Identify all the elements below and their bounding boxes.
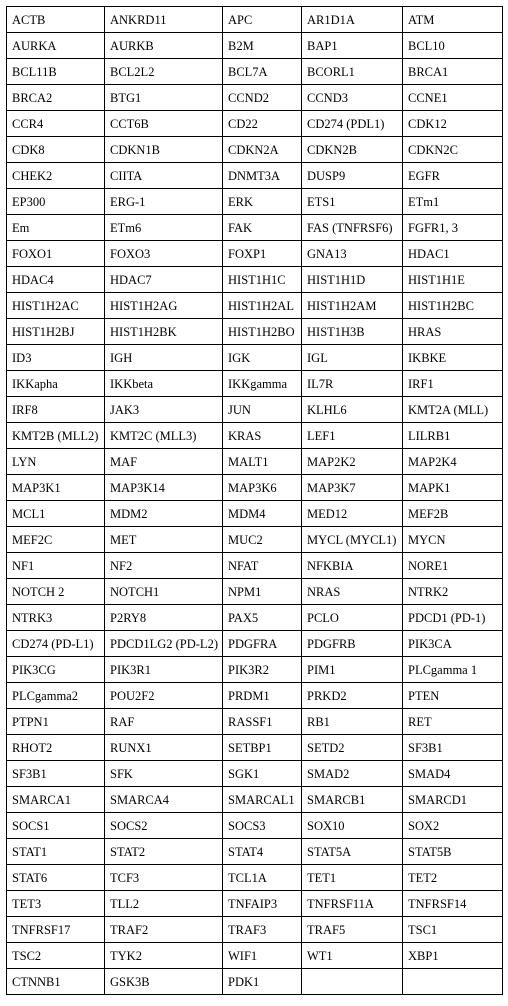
gene-cell: HIST1H1E — [403, 267, 503, 293]
gene-cell: PDGFRB — [302, 631, 403, 657]
table-row — [7, 267, 503, 293]
gene-cell: MAP2K2 — [302, 449, 403, 475]
gene-cell: PTEN — [403, 683, 503, 709]
gene-cell: SETBP1 — [223, 735, 302, 761]
table-row — [7, 891, 503, 917]
gene-cell: SMARCAL1 — [223, 787, 302, 813]
gene-cell: HIST1H3B — [302, 319, 403, 345]
gene-cell: KLHL6 — [302, 397, 403, 423]
gene-cell: TET3 — [7, 891, 105, 917]
gene-cell: TCF3 — [105, 865, 223, 891]
table-row — [7, 319, 503, 345]
table-row — [7, 7, 503, 33]
gene-cell: PDGFRA — [223, 631, 302, 657]
gene-cell: BTG1 — [105, 85, 223, 111]
gene-table-body — [7, 7, 503, 995]
gene-cell: MEF2B — [403, 501, 503, 527]
gene-cell: PIK3CG — [7, 657, 105, 683]
table-row — [7, 59, 503, 85]
table-row — [7, 397, 503, 423]
gene-cell: SOX10 — [302, 813, 403, 839]
gene-cell: NOTCH 2 — [7, 579, 105, 605]
table-row — [7, 33, 503, 59]
gene-cell: CCND2 — [223, 85, 302, 111]
table-row — [7, 917, 503, 943]
gene-cell: ERG-1 — [105, 189, 223, 215]
gene-cell: TNFAIP3 — [223, 891, 302, 917]
gene-cell: HIST1H2BJ — [7, 319, 105, 345]
gene-cell: IKBKE — [403, 345, 503, 371]
gene-cell: FGFR1, 3 — [403, 215, 503, 241]
gene-cell: CHEK2 — [7, 163, 105, 189]
gene-cell: PIM1 — [302, 657, 403, 683]
gene-cell: CIITA — [105, 163, 223, 189]
gene-cell: MAP2K4 — [403, 449, 503, 475]
gene-cell: TNFRSF17 — [7, 917, 105, 943]
gene-cell: ANKRD11 — [105, 7, 223, 33]
gene-cell: B2M — [223, 33, 302, 59]
table-row — [7, 865, 503, 891]
gene-cell: NORE1 — [403, 553, 503, 579]
gene-cell: MYCN — [403, 527, 503, 553]
gene-cell: FOXO3 — [105, 241, 223, 267]
gene-cell: AR1D1A — [302, 7, 403, 33]
table-row — [7, 111, 503, 137]
gene-cell: PDCD1LG2 (PD-L2) — [105, 631, 223, 657]
gene-cell: IKKbeta — [105, 371, 223, 397]
gene-cell: PIK3R2 — [223, 657, 302, 683]
gene-cell: CD274 (PDL1) — [302, 111, 403, 137]
table-row — [7, 787, 503, 813]
table-row — [7, 501, 503, 527]
gene-cell: NF1 — [7, 553, 105, 579]
gene-cell: STAT2 — [105, 839, 223, 865]
gene-cell: BCORL1 — [302, 59, 403, 85]
gene-cell: MAP3K14 — [105, 475, 223, 501]
gene-cell: SOCS1 — [7, 813, 105, 839]
table-row — [7, 631, 503, 657]
gene-cell: ACTB — [7, 7, 105, 33]
gene-cell: BAP1 — [302, 33, 403, 59]
gene-cell: MED12 — [302, 501, 403, 527]
gene-cell: AURKB — [105, 33, 223, 59]
table-row — [7, 475, 503, 501]
gene-cell: NTRK3 — [7, 605, 105, 631]
table-row — [7, 657, 503, 683]
gene-cell: POU2F2 — [105, 683, 223, 709]
gene-cell: PIK3R1 — [105, 657, 223, 683]
gene-cell: NRAS — [302, 579, 403, 605]
gene-cell: CCND3 — [302, 85, 403, 111]
gene-cell: STAT5B — [403, 839, 503, 865]
table-row — [7, 241, 503, 267]
gene-cell: BRCA1 — [403, 59, 503, 85]
gene-cell: BCL2L2 — [105, 59, 223, 85]
gene-cell: CTNNB1 — [7, 969, 105, 995]
gene-cell: EP300 — [7, 189, 105, 215]
gene-cell: RHOT2 — [7, 735, 105, 761]
gene-cell: MEF2C — [7, 527, 105, 553]
gene-cell: SF3B1 — [7, 761, 105, 787]
gene-cell: IKKapha — [7, 371, 105, 397]
gene-cell: PAX5 — [223, 605, 302, 631]
gene-cell: PRDM1 — [223, 683, 302, 709]
table-row — [7, 579, 503, 605]
gene-cell: NFAT — [223, 553, 302, 579]
gene-cell: SGK1 — [223, 761, 302, 787]
gene-cell: MALT1 — [223, 449, 302, 475]
gene-cell: TSC2 — [7, 943, 105, 969]
gene-cell: HDAC1 — [403, 241, 503, 267]
gene-cell: MAP3K7 — [302, 475, 403, 501]
table-row — [7, 527, 503, 553]
gene-cell: P2RY8 — [105, 605, 223, 631]
gene-cell: PIK3CA — [403, 631, 503, 657]
gene-cell: Em — [7, 215, 105, 241]
gene-cell: CDK8 — [7, 137, 105, 163]
gene-cell: CDKN2A — [223, 137, 302, 163]
table-row — [7, 735, 503, 761]
gene-cell: PRKD2 — [302, 683, 403, 709]
table-row — [7, 137, 503, 163]
gene-cell: IRF8 — [7, 397, 105, 423]
gene-cell: KMT2A (MLL) — [403, 397, 503, 423]
gene-cell: ATM — [403, 7, 503, 33]
gene-cell: TET2 — [403, 865, 503, 891]
gene-cell: DUSP9 — [302, 163, 403, 189]
gene-cell: STAT4 — [223, 839, 302, 865]
gene-cell: RET — [403, 709, 503, 735]
gene-cell: MAP3K1 — [7, 475, 105, 501]
gene-cell: WIF1 — [223, 943, 302, 969]
gene-cell: ETm1 — [403, 189, 503, 215]
gene-cell: TRAF5 — [302, 917, 403, 943]
gene-cell: PDK1 — [223, 969, 302, 995]
table-row — [7, 709, 503, 735]
table-row — [7, 605, 503, 631]
gene-cell: KMT2C (MLL3) — [105, 423, 223, 449]
gene-cell: PDCD1 (PD-1) — [403, 605, 503, 631]
gene-cell: TSC1 — [403, 917, 503, 943]
gene-cell: STAT1 — [7, 839, 105, 865]
table-row — [7, 85, 503, 111]
gene-cell: MAF — [105, 449, 223, 475]
gene-cell: FAS (TNFRSF6) — [302, 215, 403, 241]
gene-cell: TNFRSF11A — [302, 891, 403, 917]
gene-cell: LYN — [7, 449, 105, 475]
gene-cell: HIST1H2BK — [105, 319, 223, 345]
gene-cell: SMARCD1 — [403, 787, 503, 813]
gene-cell: FOXO1 — [7, 241, 105, 267]
table-row — [7, 761, 503, 787]
gene-cell: SOX2 — [403, 813, 503, 839]
gene-cell: JAK3 — [105, 397, 223, 423]
gene-cell: TYK2 — [105, 943, 223, 969]
gene-cell: APC — [223, 7, 302, 33]
gene-cell: KMT2B (MLL2) — [7, 423, 105, 449]
table-row — [7, 345, 503, 371]
gene-cell: MDM4 — [223, 501, 302, 527]
gene-cell: IRF1 — [403, 371, 503, 397]
gene-cell: ETm6 — [105, 215, 223, 241]
gene-cell: CDKN1B — [105, 137, 223, 163]
gene-cell: STAT6 — [7, 865, 105, 891]
gene-cell: NTRK2 — [403, 579, 503, 605]
gene-cell: PTPN1 — [7, 709, 105, 735]
gene-cell: TRAF3 — [223, 917, 302, 943]
gene-cell: CCT6B — [105, 111, 223, 137]
gene-cell: SOCS3 — [223, 813, 302, 839]
gene-cell: STAT5A — [302, 839, 403, 865]
table-row — [7, 189, 503, 215]
gene-cell: CDKN2B — [302, 137, 403, 163]
gene-cell: KRAS — [223, 423, 302, 449]
gene-cell: NOTCH1 — [105, 579, 223, 605]
gene-cell: MDM2 — [105, 501, 223, 527]
gene-cell: PLCgamma2 — [7, 683, 105, 709]
gene-cell: MAPK1 — [403, 475, 503, 501]
gene-cell: NPM1 — [223, 579, 302, 605]
gene-cell: MUC2 — [223, 527, 302, 553]
gene-cell: RB1 — [302, 709, 403, 735]
gene-cell: GSK3B — [105, 969, 223, 995]
gene-cell: BCL10 — [403, 33, 503, 59]
gene-cell: MET — [105, 527, 223, 553]
gene-cell: CCNE1 — [403, 85, 503, 111]
gene-cell: CDK12 — [403, 111, 503, 137]
gene-cell: WT1 — [302, 943, 403, 969]
gene-cell: TRAF2 — [105, 917, 223, 943]
gene-cell: LILRB1 — [403, 423, 503, 449]
table-row — [7, 423, 503, 449]
gene-cell: ERK — [223, 189, 302, 215]
gene-cell: RASSF1 — [223, 709, 302, 735]
empty-cell — [302, 969, 403, 995]
gene-cell: NFKBIA — [302, 553, 403, 579]
gene-cell: GNA13 — [302, 241, 403, 267]
gene-cell: EGFR — [403, 163, 503, 189]
empty-cell — [403, 969, 503, 995]
gene-cell: MCL1 — [7, 501, 105, 527]
table-row — [7, 943, 503, 969]
gene-cell: SFK — [105, 761, 223, 787]
gene-cell: AURKA — [7, 33, 105, 59]
gene-cell: HIST1H2AG — [105, 293, 223, 319]
table-row — [7, 215, 503, 241]
gene-cell: HIST1H2BO — [223, 319, 302, 345]
table-row — [7, 683, 503, 709]
table-row — [7, 839, 503, 865]
gene-cell: BCL11B — [7, 59, 105, 85]
gene-cell: SOCS2 — [105, 813, 223, 839]
gene-cell: BRCA2 — [7, 85, 105, 111]
gene-cell: HIST1H2AL — [223, 293, 302, 319]
gene-cell: HIST1H2BC — [403, 293, 503, 319]
gene-cell: SMARCA1 — [7, 787, 105, 813]
table-row — [7, 293, 503, 319]
gene-cell: IGK — [223, 345, 302, 371]
gene-cell: TLL2 — [105, 891, 223, 917]
gene-cell: CD22 — [223, 111, 302, 137]
gene-cell: RUNX1 — [105, 735, 223, 761]
gene-cell: TNFRSF14 — [403, 891, 503, 917]
gene-cell: HIST1H1C — [223, 267, 302, 293]
table-row — [7, 163, 503, 189]
gene-cell: FAK — [223, 215, 302, 241]
gene-cell: HRAS — [403, 319, 503, 345]
gene-table — [6, 6, 503, 995]
table-row — [7, 553, 503, 579]
gene-cell: HIST1H2AC — [7, 293, 105, 319]
gene-cell: IGH — [105, 345, 223, 371]
gene-cell: HDAC7 — [105, 267, 223, 293]
gene-cell: RAF — [105, 709, 223, 735]
gene-cell: SMAD4 — [403, 761, 503, 787]
gene-cell: MAP3K6 — [223, 475, 302, 501]
gene-cell: TET1 — [302, 865, 403, 891]
gene-cell: TCL1A — [223, 865, 302, 891]
gene-cell: CD274 (PD-L1) — [7, 631, 105, 657]
gene-cell: HIST1H1D — [302, 267, 403, 293]
table-row — [7, 813, 503, 839]
table-row — [7, 371, 503, 397]
gene-cell: IKKgamma — [223, 371, 302, 397]
gene-cell: CDKN2C — [403, 137, 503, 163]
gene-cell: PCLO — [302, 605, 403, 631]
gene-cell: DNMT3A — [223, 163, 302, 189]
gene-cell: BCL7A — [223, 59, 302, 85]
gene-cell: HDAC4 — [7, 267, 105, 293]
gene-cell: SMARCA4 — [105, 787, 223, 813]
gene-cell: SMARCB1 — [302, 787, 403, 813]
gene-cell: IL7R — [302, 371, 403, 397]
gene-cell: FOXP1 — [223, 241, 302, 267]
gene-cell: ETS1 — [302, 189, 403, 215]
gene-cell: CCR4 — [7, 111, 105, 137]
gene-cell: PLCgamma 1 — [403, 657, 503, 683]
gene-cell: NF2 — [105, 553, 223, 579]
gene-cell: ID3 — [7, 345, 105, 371]
table-row — [7, 969, 503, 995]
gene-cell: HIST1H2AM — [302, 293, 403, 319]
gene-cell: LEF1 — [302, 423, 403, 449]
gene-cell: MYCL (MYCL1) — [302, 527, 403, 553]
gene-cell: SMAD2 — [302, 761, 403, 787]
gene-cell: SETD2 — [302, 735, 403, 761]
gene-cell: SF3B1 — [403, 735, 503, 761]
gene-cell: XBP1 — [403, 943, 503, 969]
table-row — [7, 449, 503, 475]
gene-cell: IGL — [302, 345, 403, 371]
gene-cell: JUN — [223, 397, 302, 423]
